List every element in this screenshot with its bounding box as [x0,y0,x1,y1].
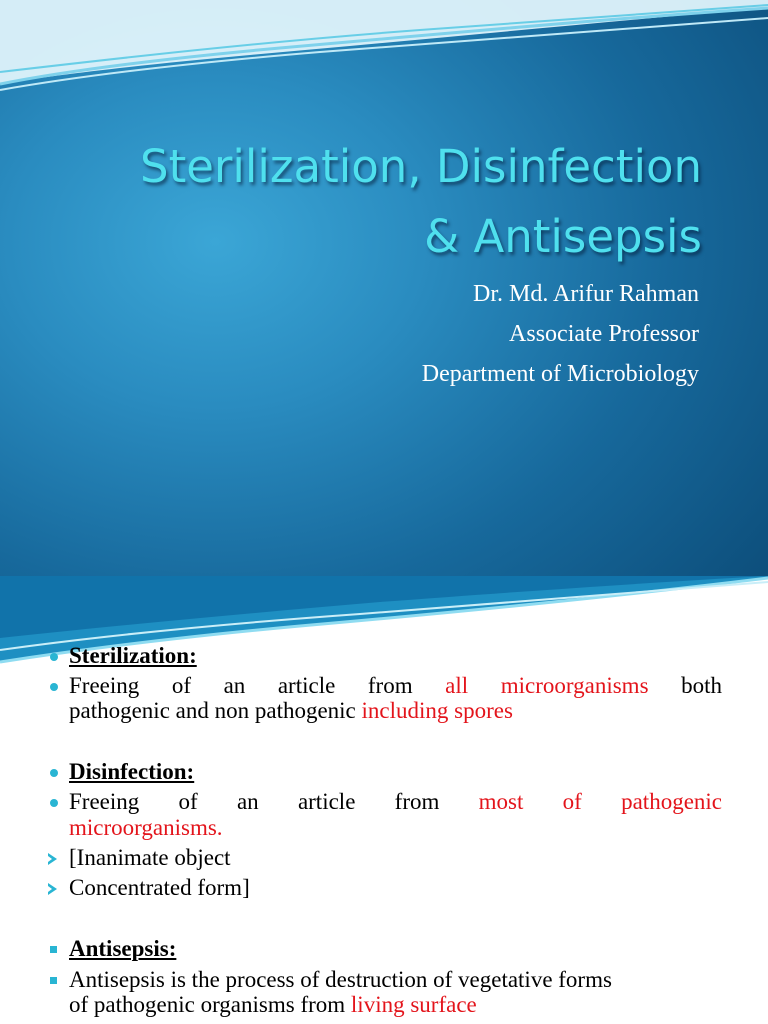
arrow-bullet-icon [48,853,57,865]
round-dot-icon [50,683,58,691]
antisepsis-heading: Antisepsis: [69,936,177,961]
disinfection-text-1a: Freeing of an article from [69,789,479,814]
author-position: Associate Professor [509,321,699,347]
disinfection-sub-2: Concentrated form] [69,875,250,900]
sterilization-highlight-1: all microorganisms [445,673,649,698]
list-item [69,936,722,962]
list-item [69,643,722,669]
subtitle-block [99,274,699,394]
square-bullet-icon [50,946,57,953]
disinfection-heading: Disinfection: [69,759,195,784]
square-bullet-icon [50,977,57,984]
presentation-title [2,132,702,272]
list-item-continuation [69,698,722,724]
title-line-2: & Antisepsis [424,210,702,263]
author-department: Department of Microbiology [421,361,699,387]
list-item [69,673,722,699]
round-dot-icon [50,799,58,807]
antisepsis-highlight-2: living surface [350,992,477,1017]
disinfection-highlight-2: microorganisms. [69,815,223,840]
wave-decoration [0,0,768,100]
content-slide [0,576,768,1024]
sterilization-heading: Sterilization: [69,643,197,668]
round-dot-icon [50,769,58,777]
disinfection-highlight-1: most of pathogenic [478,789,722,814]
sterilization-text-1b: both [648,673,722,698]
antisepsis-text-2a: of pathogenic organisms from [69,992,351,1017]
antisepsis-text-1: Antisepsis is the process of destruction of vegetative forms [69,967,612,992]
list-item-continuation [69,815,722,841]
list-item [69,967,722,993]
author-name: Dr. Md. Arifur Rahman [473,281,699,307]
sterilization-text-2a: pathogenic and non pathogenic [69,698,362,723]
title-line-1: Sterilization, Disinfection [140,140,702,193]
sub-list-item [69,875,722,901]
sterilization-highlight-2: including spores [361,698,513,723]
disinfection-sub-1: [Inanimate object [69,845,231,870]
sterilization-text-1a: Freeing of an article from [69,673,446,698]
list-item [69,759,722,785]
list-item-continuation [69,992,722,1018]
arrow-bullet-icon [48,883,57,895]
list-item [69,789,722,815]
round-dot-icon [50,653,58,661]
sub-list-item [69,845,722,871]
